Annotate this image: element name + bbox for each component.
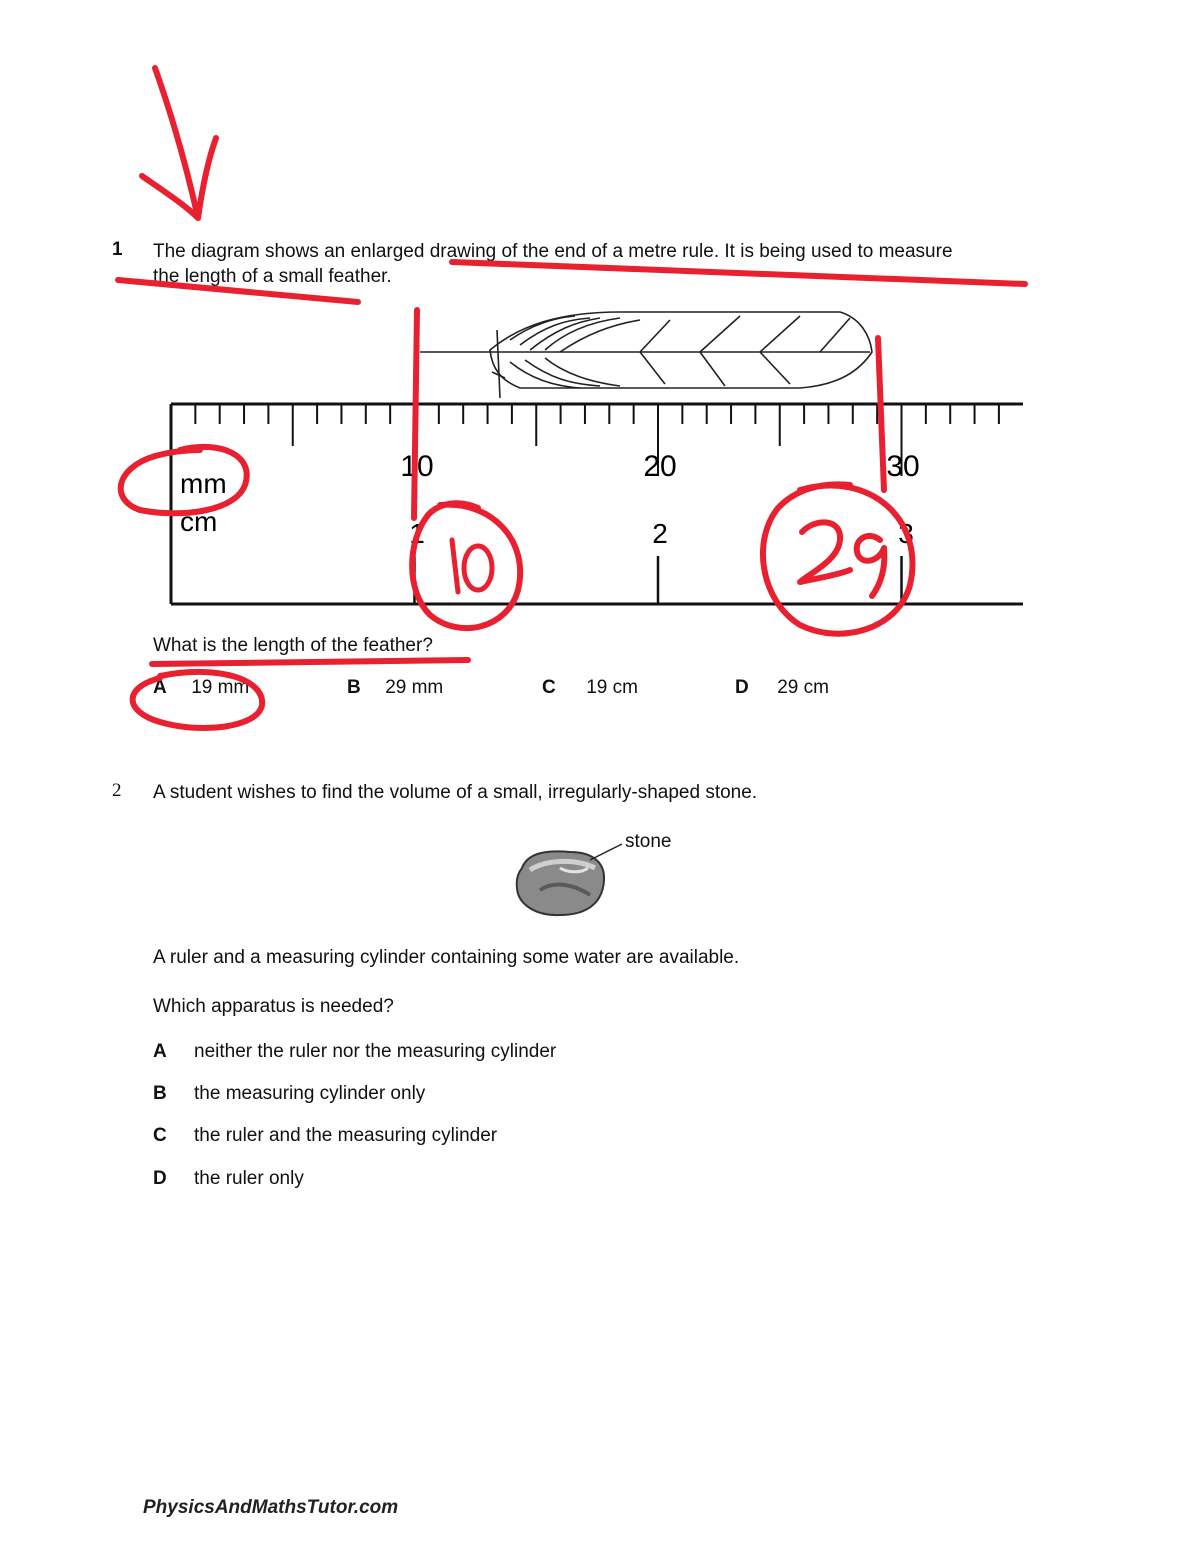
question-2-statement: A ruler and a measuring cylinder containing some water are available. — [153, 947, 740, 968]
left-reading-text: 10 — [470, 579, 473, 581]
handwritten-2 — [800, 522, 850, 582]
left-reading-line — [414, 310, 417, 518]
right-reading-text: 29 — [840, 579, 843, 581]
q2-option-b-text: the measuring cylinder only — [194, 1083, 426, 1104]
ruler-mm-label-20: 20 — [643, 450, 677, 483]
question-2-number: 2 — [112, 780, 122, 801]
ruler-unit-cm: cm — [180, 506, 218, 537]
underline-question — [152, 660, 468, 664]
question-1-prompt: What is the length of the feather? — [153, 635, 433, 656]
stone-label: stone — [625, 831, 672, 852]
q2-option-c-text: the ruler and the measuring cylinder — [194, 1125, 498, 1146]
ruler-cm-label-3: 3 — [898, 518, 914, 549]
q1-option-d-text: 29 cm — [777, 677, 829, 698]
q1-option-a-letter: A — [153, 677, 167, 698]
footer-watermark: PhysicsAndMathsTutor.com — [143, 1497, 399, 1518]
handwritten-1 — [452, 540, 458, 592]
question-2-text: A student wishes to find the volume of a small, irregularly-shaped stone. — [153, 782, 758, 803]
circle-answer-a — [133, 672, 263, 728]
ruler-cm-label-2: 2 — [652, 518, 668, 549]
q2-option-c-letter: C — [153, 1125, 167, 1146]
q1-option-d-letter: D — [735, 677, 749, 698]
handwritten-0 — [464, 546, 492, 590]
q1-option-b-letter: B — [347, 677, 361, 698]
q2-option-a-letter: A — [153, 1041, 167, 1062]
q2-option-b-letter: B — [153, 1083, 167, 1104]
ruler-mm-label-10: 10 — [400, 450, 434, 483]
right-reading-line — [878, 338, 884, 490]
q1-option-c-letter: C — [542, 677, 556, 698]
arrow-shaft — [155, 68, 198, 218]
underline-stroke-left — [118, 280, 358, 302]
underline-stroke-right — [452, 262, 1025, 284]
q2-option-d-text: the ruler only — [194, 1168, 304, 1189]
question-1-number: 1 — [112, 239, 123, 260]
ruler-unit-mm: mm — [180, 468, 227, 499]
q1-option-c-text: 19 cm — [586, 677, 638, 698]
q1-option-a-text: 19 mm — [191, 677, 250, 698]
handwritten-9 — [857, 536, 885, 596]
circle-right-reading — [763, 484, 913, 633]
q2-option-d-letter: D — [153, 1168, 167, 1189]
question-1-text-line1: The diagram shows an enlarged drawing of the end of a metre rule. It is being used to measure — [153, 241, 953, 262]
circle-mm — [121, 447, 247, 513]
question-1-text-line2: the length of a small feather. — [153, 266, 392, 287]
question-2-prompt: Which apparatus is needed? — [153, 996, 394, 1017]
ruler-cm-label-1: 1 — [409, 518, 425, 549]
ruler-mm-label-30: 30 — [886, 450, 920, 483]
q1-option-b-text: 29 mm — [385, 677, 444, 698]
q2-option-a-text: neither the ruler nor the measuring cylinder — [194, 1041, 557, 1062]
